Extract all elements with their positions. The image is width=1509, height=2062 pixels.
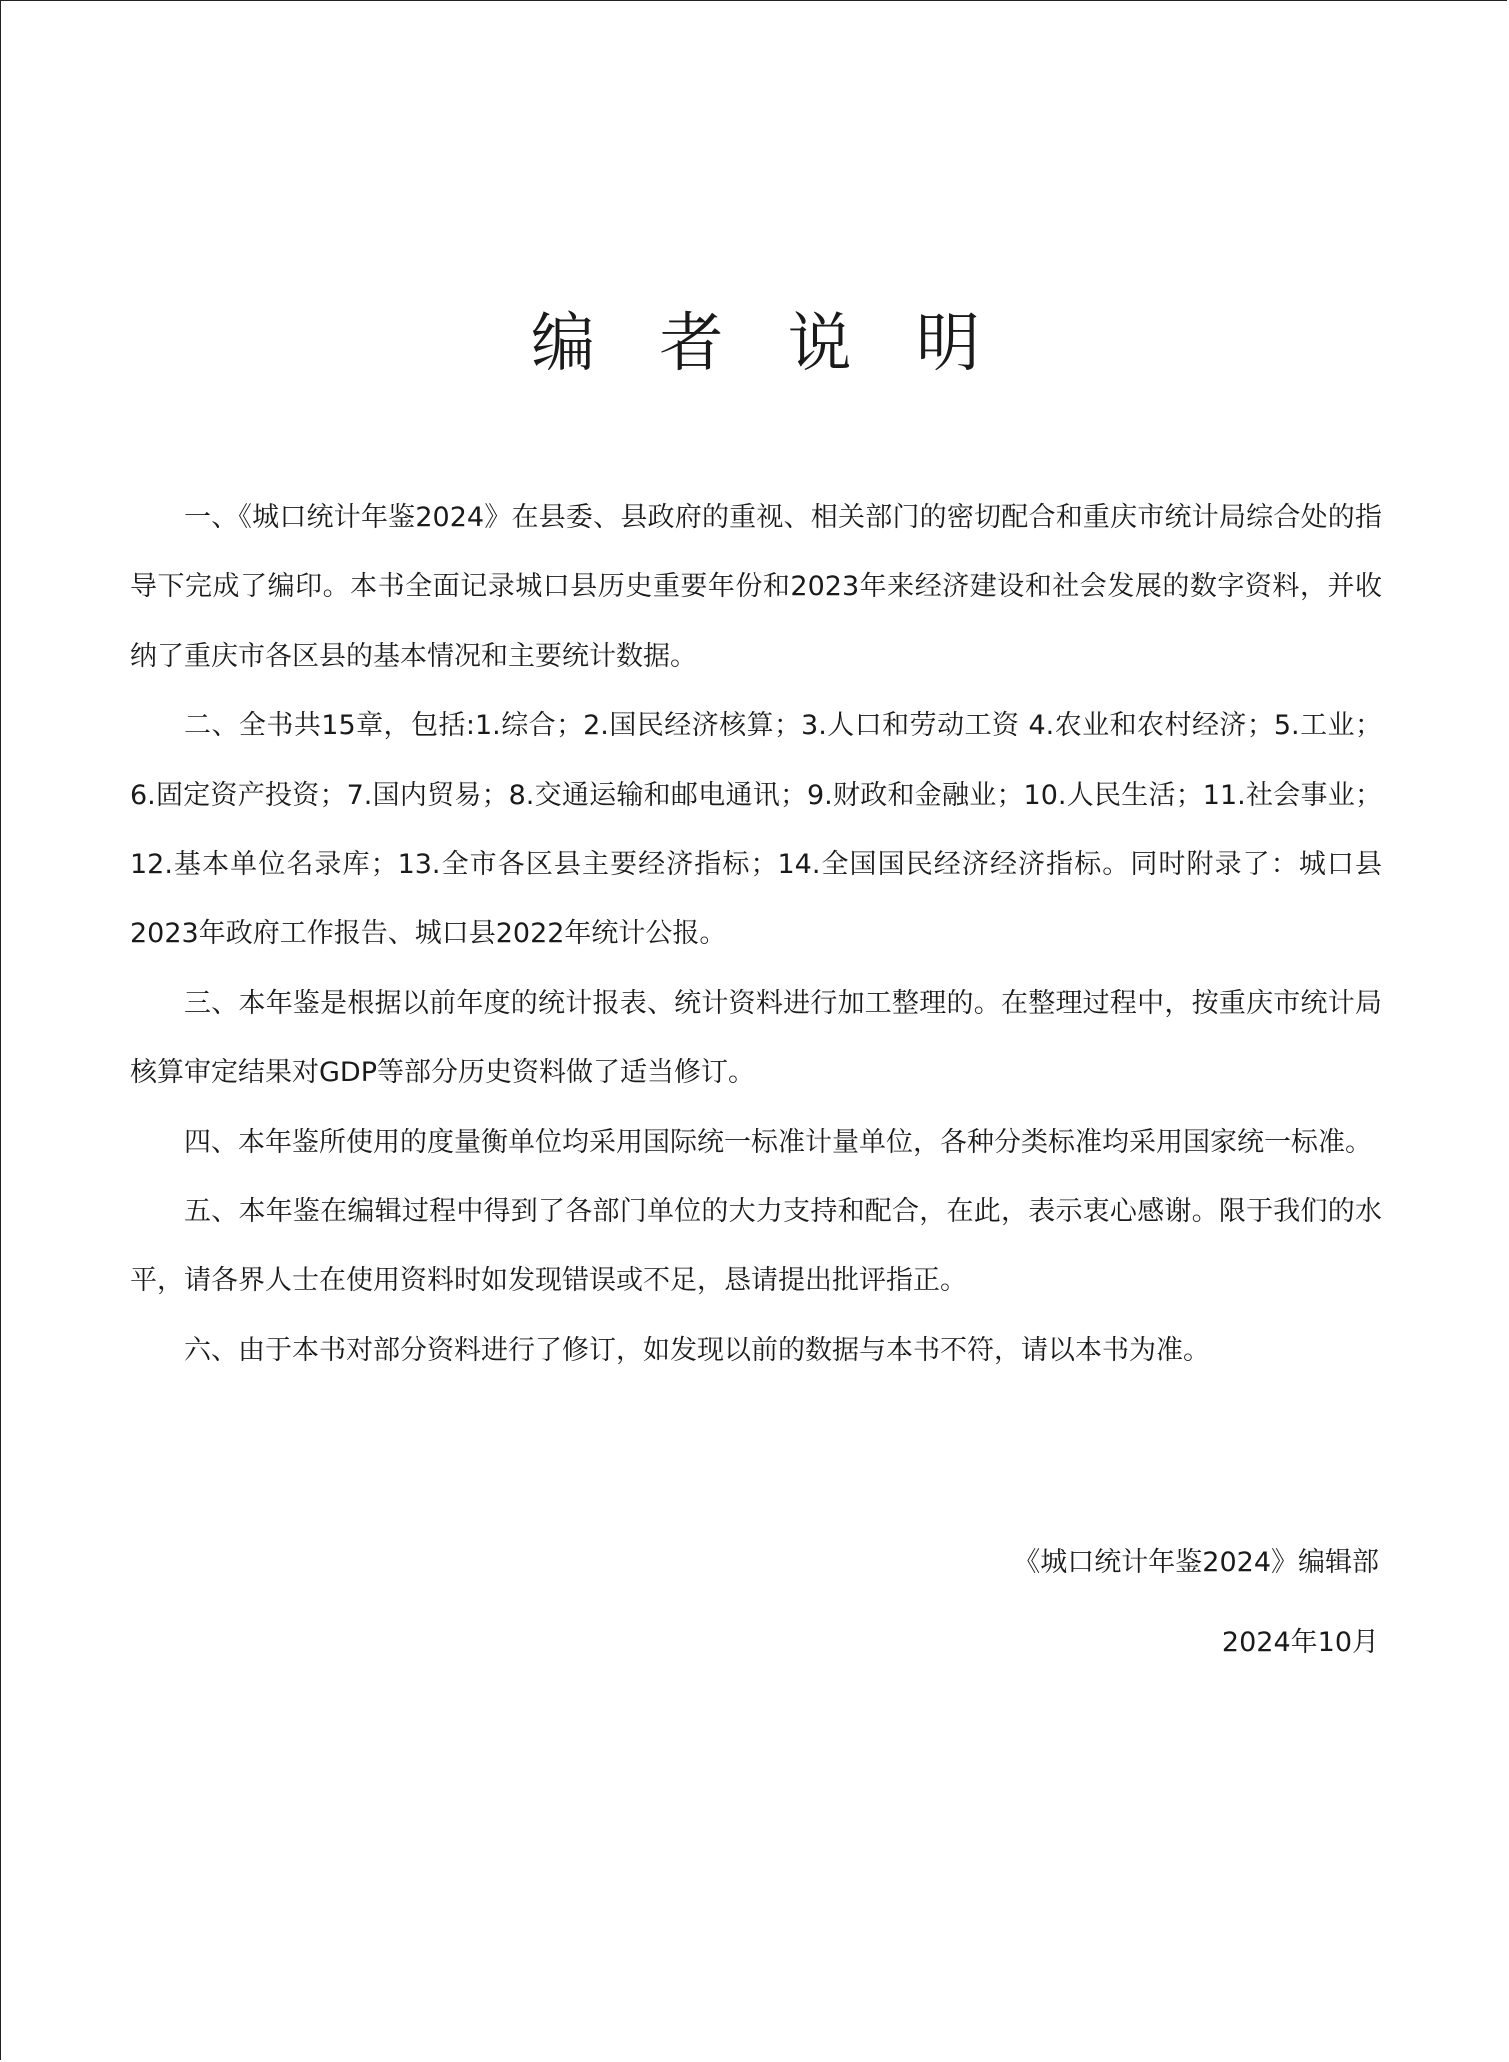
paragraph-4: 四、本年鉴所使用的度量衡单位均采用国际统一标准计量单位，各种分类标准均采用国家统一标准。: [184, 1126, 1372, 1158]
paragraph-6: 六、由于本书对部分资料进行了修订，如发现以前的数据与本书不符，请以本书为准。: [184, 1334, 1210, 1366]
paragraph-1: 一、《城口统计年鉴2024》在县委、县政府的重视、相关部门的密切配合和重庆市统计局综合处的指导下完成了编印。本书全面记录城口县历史重要年份和2023年来经济建设和社会发展的数字资料，并收纳了重庆市各区县的基本情况和主要统计数据。: [130, 502, 1382, 672]
paragraph-2: 二、全书共15章，包括:1.综合；2.国民经济核算；3.人口和劳动工资 4.农业和农村经济；5.工业；6.固定资产投资；7.国内贸易；8.交通运输和邮电通讯；9.财政和金融业；10.人民生活；11.社会事业；12.基本单位名录库；13.全市各区县主要经济指标；14.全国国民经济经济指标。同时附录了：城口县2023年政府工作报告、城口县2022年统计公报。: [130, 710, 1382, 950]
page-title: 编 者 说 明: [530, 307, 1003, 381]
document-body: [130, 483, 1382, 1385]
editor-signature: 《城口统计年鉴2024》编辑部: [1013, 1547, 1379, 1578]
signature-block: [1013, 1523, 1379, 1683]
paragraph-3: 三、本年鉴是根据以前年度的统计报表、统计资料进行加工整理的。在整理过程中，按重庆市统计局核算审定结果对GDP等部分历史资料做了适当修订。: [130, 987, 1382, 1089]
signature-date: 2024年10月: [1221, 1627, 1379, 1658]
paragraph-5: 五、本年鉴在编辑过程中得到了各部门单位的大力支持和配合，在此，表示衷心感谢。限于我们的水平，请各界人士在使用资料时如发现错误或不足，恳请提出批评指正。: [130, 1196, 1382, 1297]
